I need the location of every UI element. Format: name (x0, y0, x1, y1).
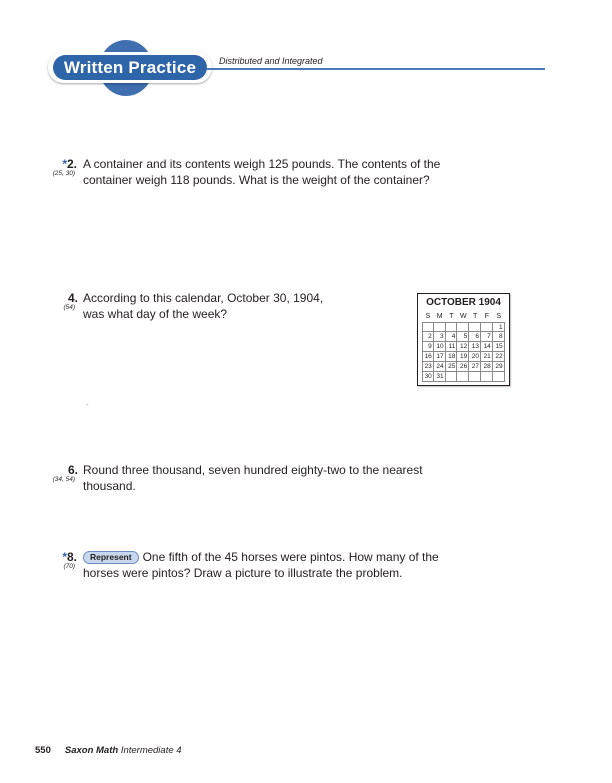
calendar-date-cell (481, 372, 493, 382)
calendar-date-cell: 31 (434, 372, 446, 382)
calendar-date-cell (434, 322, 446, 332)
header-subtitle: Distributed and Integrated (219, 56, 323, 66)
problem-line: thousand. (83, 479, 136, 493)
stray-mark: - (86, 400, 89, 409)
calendar-date-cell: 28 (481, 362, 493, 372)
calendar-date-cell: 5 (457, 332, 469, 342)
calendar-date-cell: 21 (481, 352, 493, 362)
calendar-date-cell: 12 (457, 342, 469, 352)
calendar-date-cell (446, 372, 458, 382)
problem-number: 6. (67, 463, 78, 477)
calendar-date-cell: 29 (493, 362, 505, 372)
calendar-date-cell: 11 (446, 342, 458, 352)
calendar-date-cell: 18 (446, 352, 458, 362)
calendar-day-header: M (436, 313, 443, 320)
problem-number: *2. (62, 157, 77, 171)
calendar-date-cell: 14 (481, 342, 493, 352)
calendar-day-header: S (425, 313, 431, 320)
calendar-date-cell: 20 (469, 352, 481, 362)
calendar-date-cell (446, 322, 458, 332)
calendar-date-cell: 17 (434, 352, 446, 362)
lesson-reference: (25, 30) (52, 170, 75, 177)
star-icon: * (62, 550, 67, 564)
calendar-day-header: T (472, 313, 478, 320)
calendar-date-cell (481, 322, 493, 332)
calendar-date-cell: 8 (493, 332, 505, 342)
calendar-date-cell (457, 322, 469, 332)
calendar-date-cell (469, 322, 481, 332)
page-footer (35, 745, 182, 756)
calendar-date-cell: 15 (493, 342, 505, 352)
calendar-date-cell: 23 (422, 362, 434, 372)
calendar-date-cell (457, 372, 469, 382)
calendar-date-cell: 26 (457, 362, 469, 372)
problem-line: Represent One fifth of the 45 horses were pintos. How many of the (83, 549, 439, 565)
calendar-date-cell: 16 (422, 352, 434, 362)
problem-line: was what day of the week? (83, 307, 228, 321)
calendar (417, 293, 510, 386)
calendar-day-header: T (449, 313, 454, 320)
calendar-date-cell: 6 (469, 332, 481, 342)
calendar-title: OCTOBER 1904 (426, 297, 501, 308)
problem-number: 4. (67, 291, 78, 305)
lesson-reference: (54) (63, 304, 75, 311)
lesson-reference: (70) (63, 563, 75, 570)
calendar-day-header: W (459, 313, 467, 320)
problem-text (83, 290, 323, 322)
calendar-date-cell: 30 (422, 372, 434, 382)
represent-tag: Represent (83, 551, 139, 564)
calendar-date-cell: 2 (422, 332, 434, 342)
book-title: Saxon Math (64, 745, 119, 756)
calendar-date-cell: 9 (422, 342, 434, 352)
star-icon: * (62, 157, 67, 171)
problem-number: *8. (62, 550, 77, 564)
calendar-date-cell: 13 (469, 342, 481, 352)
calendar-date-cell: 22 (493, 352, 505, 362)
calendar-day-header: F (484, 313, 490, 320)
lesson-reference: (34, 54) (52, 476, 75, 483)
calendar-date-cell (493, 372, 505, 382)
calendar-date-cell: 19 (457, 352, 469, 362)
calendar-date-cell: 27 (469, 362, 481, 372)
problem-line: horses were pintos? Draw a picture to illustrate the problem. (83, 566, 403, 580)
problem-line: According to this calendar, October 30, 1904, (83, 291, 324, 305)
problem-line: container weigh 118 pounds. What is the weight of the container? (83, 173, 430, 187)
calendar-date-cell: 4 (446, 332, 458, 342)
book-edition: Intermediate 4 (120, 745, 182, 756)
calendar-date-cell: 1 (493, 322, 505, 332)
calendar-grid (422, 312, 505, 382)
calendar-date-cell: 7 (481, 332, 493, 342)
problem-line: Round three thousand, seven hundred eighty-two to the nearest (83, 463, 423, 477)
calendar-date-cell (469, 372, 481, 382)
calendar-date-cell: 10 (434, 342, 446, 352)
problem-text (83, 462, 423, 494)
calendar-date-cell (422, 322, 434, 332)
calendar-day-header: S (496, 313, 502, 320)
badge-title: Written Practice (53, 55, 207, 80)
section-badge (48, 40, 212, 96)
problem-text (83, 549, 439, 581)
problem-text (83, 156, 440, 188)
problem-line: A container and its contents weigh 125 pounds. The contents of the (83, 157, 441, 171)
page-number: 550 (35, 745, 51, 756)
header-rule (206, 68, 545, 70)
calendar-date-cell: 3 (434, 332, 446, 342)
calendar-date-cell: 25 (446, 362, 458, 372)
calendar-date-cell: 24 (434, 362, 446, 372)
